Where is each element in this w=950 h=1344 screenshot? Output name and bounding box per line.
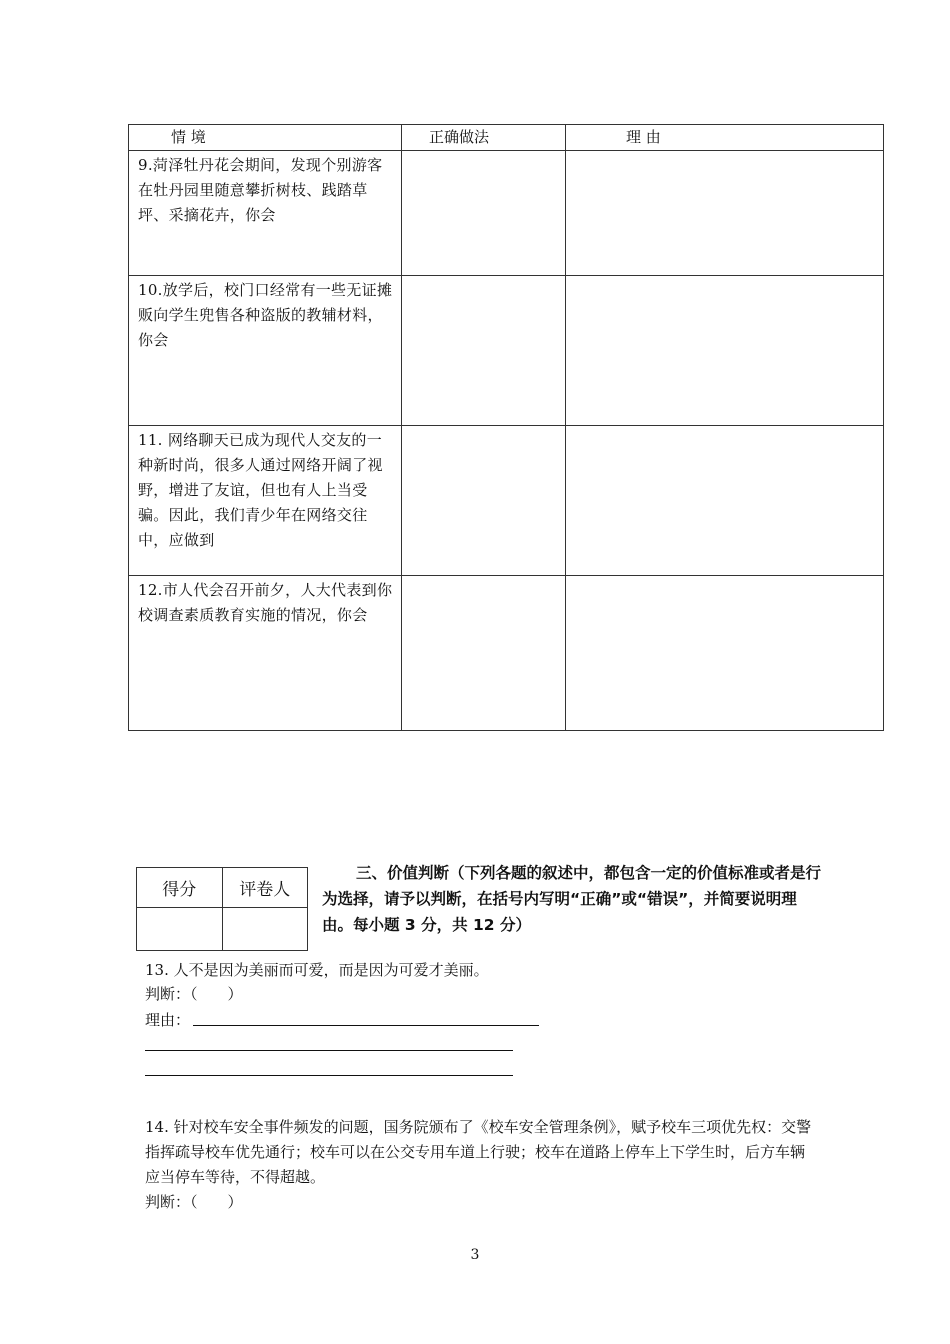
q13-text: 13. 人不是因为美丽而可爱，而是因为可爱才美丽。 [145,961,489,979]
action-cell[interactable] [402,426,566,576]
reason-cell[interactable] [566,276,884,426]
reason-cell[interactable] [566,151,884,276]
q13-judge[interactable]: 判断：（ ） [145,985,243,1003]
header-action: 正确做法 [402,125,566,151]
q13-answer-line[interactable] [145,1075,513,1076]
table-row [129,151,884,276]
section-heading: 三、价值判断（下列各题的叙述中，都包含一定的价值标准或者是行为选择，请予以判断，在括号内写明“正确”或“错误”，并简要说明理由。每小题 3 分，共 12 分） [322,864,822,934]
action-cell[interactable] [402,276,566,426]
reason-cell[interactable] [566,576,884,731]
q14-text: 14. 针对校车安全事件频发的问题，国务院颁布了《校车安全管理条例》，赋予校车三项优先权：交警指挥疏导校车优先通行；校车可以在公交专用车道上行驶；校车在道路上停车上下学生时，后方车辆应当停车等待，不得超越。 [145,1118,812,1186]
grader-cell[interactable] [222,908,308,951]
situation-cell: 12.市人代会召开前夕，人大代表到你校调查素质教育实施的情况，你会 [129,576,402,731]
q14-judge[interactable]: 判断：（ ） [145,1193,243,1211]
page-number: 3 [470,1247,480,1263]
score-box [136,867,308,951]
situation-cell: 11. 网络聊天已成为现代人交友的一种新时尚，很多人通过网络开阔了视野，增进了友谊，但也有人上当受骗。因此，我们青少年在网络交往中，应做到 [129,426,402,576]
score-label: 得分 [137,868,223,908]
action-cell[interactable] [402,151,566,276]
situation-cell: 10.放学后，校门口经常有一些无证摊贩向学生兜售各种盗版的教辅材料，你会 [129,276,402,426]
table-row [129,276,884,426]
table-row [129,426,884,576]
situation-cell: 9.菏泽牡丹花会期间，发现个别游客在牡丹园里随意攀折树枝、践踏草坪、采摘花卉，你会 [129,151,402,276]
action-cell[interactable] [402,576,566,731]
table-header-row [129,125,884,151]
score-cell[interactable] [137,908,223,951]
scenario-table [128,124,884,731]
table-row [129,576,884,731]
q13-answer-line[interactable] [145,1050,513,1051]
header-reason: 理 由 [566,125,884,151]
q13-reason-label: 理由： [145,1011,191,1029]
reason-cell[interactable] [566,426,884,576]
header-situation: 情 境 [129,125,402,151]
q13-answer-line[interactable] [193,1025,539,1026]
grader-label: 评卷人 [222,868,308,908]
